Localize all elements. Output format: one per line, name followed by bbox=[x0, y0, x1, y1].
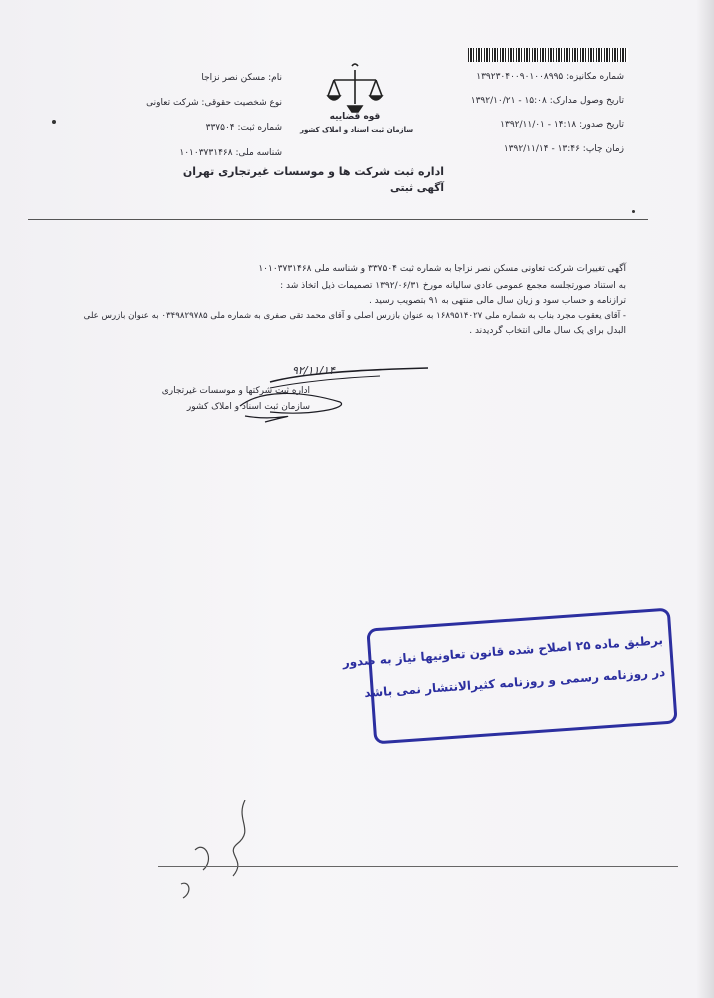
issue-date: تاریخ صدور: ۱۴:۱۸ - ۱۳۹۲/۱۱/۰۱ bbox=[500, 120, 624, 130]
body-line: آگهی تغییرات شرکت تعاونی مسکن نصر نزاجا به شماره ثبت ۳۳۷۵۰۴ و شناسه ملی ۱۰۱۰۳۷۳۱۴۶۸ bbox=[258, 264, 626, 274]
handwritten-note-icon bbox=[175, 800, 255, 900]
company-name: نام: مسکن نصر نزاجا bbox=[201, 73, 282, 83]
company-info bbox=[92, 66, 282, 166]
stamp-line-1: برطبق ماده ۲۵ اصلاح شده قانون تعاونیها نیاز به صدور bbox=[342, 633, 664, 670]
body-line: - آقای یعقوب مجرد بناب به شماره ملی ۱۶۸۹۵۱۴۰۲۷ به عنوان بازرس اصلی و آقای محمد تقی صفری به شماره ملی ۰۳۴۹۸۲۹۷۸۵ به عنوان بازرس علی bbox=[83, 311, 626, 321]
handwritten-date: ۹۲/۱۱/۱۴ bbox=[292, 364, 335, 377]
ink-dot bbox=[632, 210, 635, 213]
page-shadow bbox=[696, 0, 714, 998]
stamp-line-2: در روزنامه رسمی و روزنامه کثیرالانتشار نمی باشد bbox=[363, 665, 666, 701]
body-line: البدل برای یک سال مالی انتخاب گردیدند . bbox=[469, 326, 626, 336]
body-line: ترازنامه و حساب سود و زیان سال مالی منتهی به ۹۱ بتصویب رسید . bbox=[368, 296, 626, 306]
receive-date: تاریخ وصول مدارک: ۱۵:۰۸ - ۱۳۹۲/۱۰/۲۱ bbox=[470, 96, 624, 106]
legal-type: نوع شخصیت حقوقی: شرکت تعاونی bbox=[146, 98, 282, 108]
signature-block bbox=[150, 364, 380, 428]
office-title: اداره ثبت شرکت ها و موسسات غیرتجاری تهران bbox=[182, 165, 444, 178]
office-subtitle: آگهی ثبتی bbox=[389, 182, 444, 194]
ink-dot bbox=[52, 120, 56, 124]
footer-divider bbox=[158, 866, 678, 867]
national-id: شناسه ملی: ۱۰۱۰۳۷۳۱۴۶۸ bbox=[179, 148, 282, 158]
signature-org: سازمان ثبت اسناد و املاک کشور bbox=[186, 402, 310, 412]
registration-number: شماره ثبت: ۳۳۷۵۰۴ bbox=[205, 123, 282, 133]
body-line: به استناد صورتجلسه مجمع عمومی عادی سالیانه مورخ ۱۳۹۲/۰۶/۳۱ تصمیمات ذیل اتخاذ شد : bbox=[280, 281, 626, 291]
org-caption-bottom: سازمان ثبت اسناد و املاک کشور bbox=[300, 126, 414, 134]
doc-number: شماره مکانیزه: ۱۳۹۲۳۰۴۰۰۹۰۱۰۰۸۹۹۵ bbox=[476, 72, 624, 82]
barcode-icon bbox=[468, 48, 628, 62]
signature-office: اداره ثبت شرکتها و موسسات غیرتجاری bbox=[161, 386, 310, 396]
announcement-body bbox=[26, 262, 626, 339]
org-caption-top: قوه قضاییه bbox=[329, 112, 381, 122]
blue-stamp bbox=[342, 608, 677, 745]
header-divider bbox=[28, 219, 648, 220]
judiciary-emblem-icon bbox=[300, 60, 414, 150]
print-time: زمان چاپ: ۱۳:۴۶ - ۱۳۹۲/۱۱/۱۴ bbox=[503, 144, 624, 154]
